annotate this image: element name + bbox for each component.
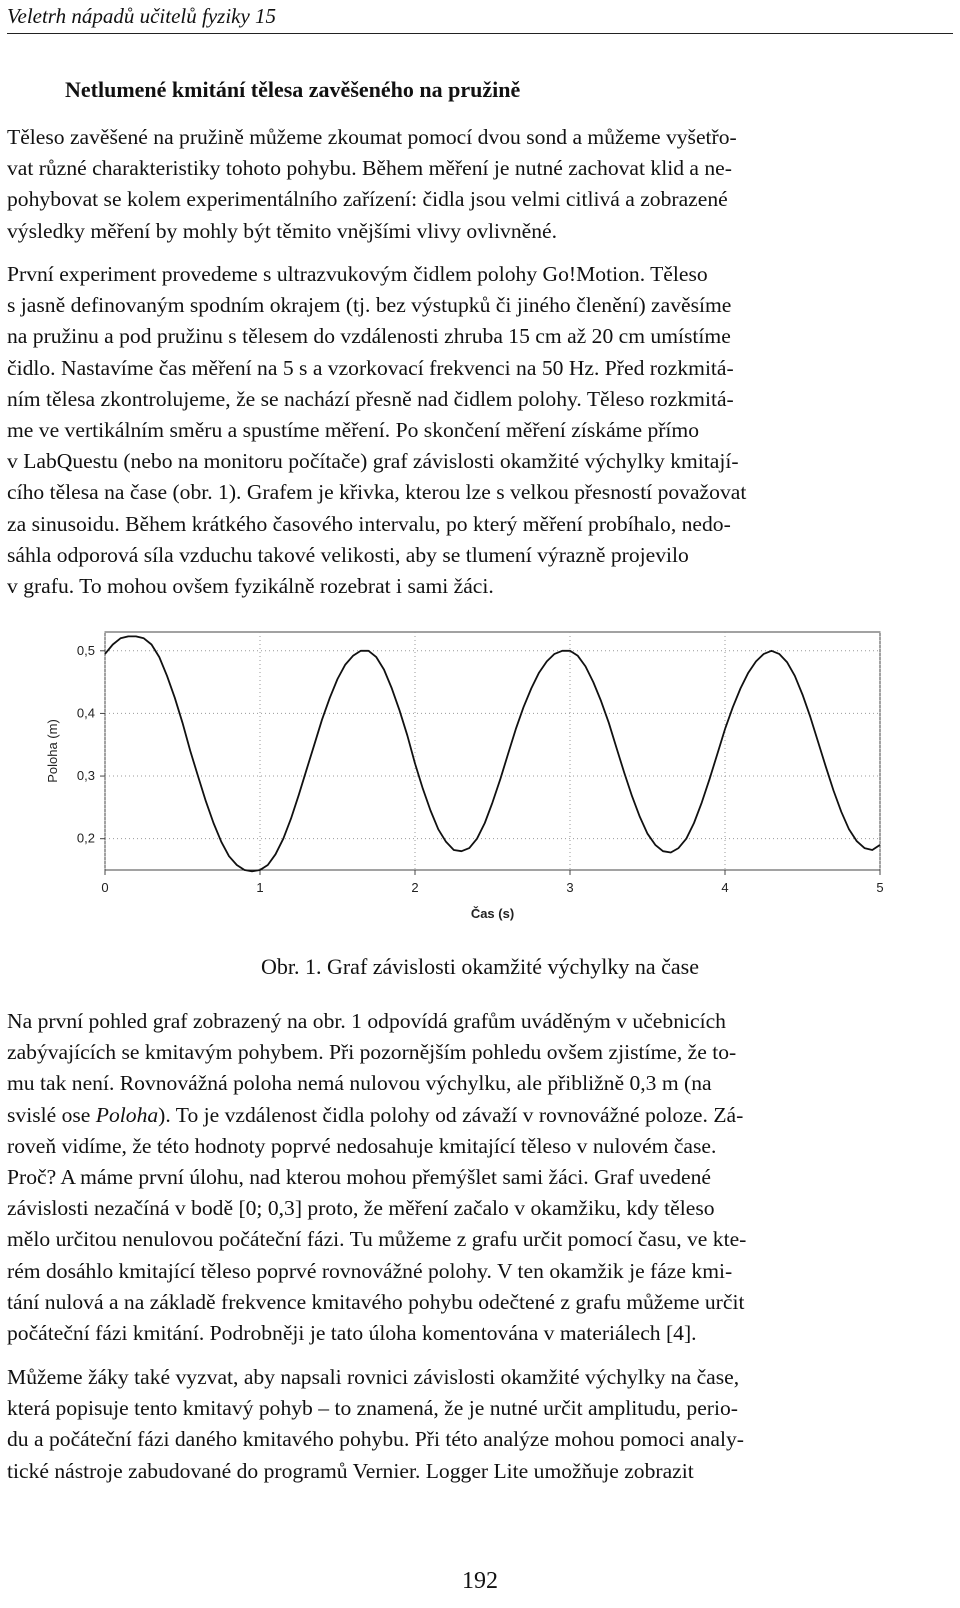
- x-tick-label: 5: [876, 880, 884, 895]
- text-line: Můžeme žáky také vyzvat, aby napsali rovnici závislosti okamžité výchylky na čase,: [7, 1365, 740, 1389]
- text-line: čidlo. Nastavíme čas měření na 5 s a vzorkovací frekvenci na 50 Hz. Před rozkmitá-: [7, 355, 734, 380]
- text-line: Proč? A máme první úlohu, nad kterou mohou přemýšlet sami žáci. Graf uvedené: [7, 1165, 711, 1190]
- text-line: [7, 1100, 951, 1131]
- text-line: Těleso zavěšené na pružině můžeme zkoumat pomocí dvou sond a můžeme vyšetřo-: [7, 125, 737, 149]
- figure-caption: Obr. 1. Graf závislosti okamžité výchylky na čase: [260, 954, 700, 979]
- x-tick-label: 4: [721, 880, 729, 895]
- text-line: v LabQuestu (nebo na monitoru počítače) graf závislosti okamžité výchylky kmitají-: [7, 449, 739, 474]
- text-line: počáteční fázi kmitání. Podrobněji je tato úloha komentována v materiálech [4].: [7, 1321, 697, 1346]
- text-line: sáhla odporová síla vzduchu takové velikosti, aby se tlumení výrazně projevilo: [7, 542, 689, 567]
- text-line: mu tak není. Rovnovážná poloha nemá nulovou výchylku, ale přibližně 0,3 m (na: [7, 1071, 712, 1096]
- paragraph-3: [7, 1006, 951, 1349]
- y-axis-label: Poloha (m): [45, 719, 60, 783]
- x-axis-label: Čas (s): [470, 906, 515, 921]
- text-line: du a počáteční fázi daného kmitavého pohybu. Při této analýze mohou pomoci analy-: [7, 1427, 744, 1452]
- text-line: tání nulová a na základě frekvence kmitavého pohybu odečtené z grafu můžeme určit: [7, 1289, 745, 1314]
- text-segment: ). To je vzdálenost čidla polohy od závaží v rovnovážné poloze. Zá-: [158, 1102, 744, 1127]
- text-line: v grafu. To mohou ovšem fyzikálně rozebrat i sami žáci.: [7, 574, 494, 599]
- text-line: ním tělesa zkontrolujeme, že se nachází přesně nad čidlem polohy. Těleso rozkmitá-: [7, 386, 734, 411]
- y-tick-label: 0,3: [76, 768, 95, 784]
- text-segment: svislé ose: [7, 1102, 96, 1127]
- text-line: pohybovat se kolem experimentálního zařízení: čidla jsou velmi citlivá a zobrazené: [7, 187, 728, 212]
- text-line: mělo určitou nenulovou počáteční fázi. Tu můžeme z grafu určit pomocí času, ve kte-: [7, 1227, 747, 1252]
- paragraph-4: [7, 1362, 951, 1487]
- text-line: na pružinu a pod pružinu s tělesem do vzdálenosti zhruba 15 cm až 20 cm umístíme: [7, 324, 731, 349]
- figure-1: [35, 622, 943, 952]
- x-tick-label: 1: [256, 880, 264, 895]
- text-line: výsledky měření by mohly být těmito vnějšími vlivy ovlivněné.: [7, 218, 557, 243]
- text-line: me ve vertikálním směru a spustíme měření. Po skončení měření získáme přímo: [7, 418, 700, 443]
- x-tick-label: 2: [411, 880, 419, 895]
- text-line: závislosti nezačíná v bodě [0; 0,3] proto, že měření začalo v okamžiku, kdy těleso: [7, 1196, 715, 1221]
- text-line: vat různé charakteristiky tohoto pohybu. Během měření je nutné zachovat klid a ne-: [7, 156, 732, 181]
- italic-term: Poloha: [95, 1102, 159, 1127]
- text-line: Na první pohled graf zobrazený na obr. 1 odpovídá grafům uváděným v učebnicích: [7, 1009, 726, 1033]
- text-line: rém dosáhlo kmitající těleso poprvé rovnovážné polohy. V ten okamžik je fáze kmi-: [7, 1258, 733, 1283]
- text-line: s jasně definovaným spodním okrajem (tj. bez výstupků či jiného členění) zavěsíme: [7, 293, 732, 318]
- text-line: tické nástroje zabudované do programů Vernier. Logger Lite umožňuje zobrazit: [7, 1458, 694, 1483]
- x-tick-label: 3: [566, 880, 574, 895]
- text-line: která popisuje tento kmitavý pohyb – to znamená, že je nutné určit amplitudu, perio-: [7, 1396, 738, 1421]
- text-line: cího tělesa na čase (obr. 1). Grafem je křivka, kterou lze s velkou přesností považovat: [7, 480, 747, 505]
- paragraph-1: [7, 122, 951, 247]
- paragraph-2: [7, 259, 951, 602]
- text-line: za sinusoidu. Během krátkého časového intervalu, po který měření probíhalo, nedo-: [7, 511, 731, 536]
- text-line: zabývajících se kmitavým pohybem. Při pozornějším pohledu ovšem zjistíme, že to-: [7, 1040, 737, 1065]
- y-tick-label: 0,4: [76, 705, 95, 721]
- running-header: Veletrh nápadů učitelů fyziky 15: [7, 2, 953, 34]
- section-title: Netlumené kmitání tělesa zavěšeného na pružině: [65, 77, 521, 102]
- x-tick-label: 0: [101, 880, 109, 895]
- position-time-chart: [35, 622, 943, 952]
- plot-area: [105, 632, 880, 870]
- y-tick-label: 0,5: [76, 642, 95, 658]
- text-line: První experiment provedeme s ultrazvukovým čidlem polohy Go!Motion. Těleso: [7, 262, 708, 286]
- text-line: roveň vidíme, že této hodnoty poprvé nedosahuje kmitající těleso v nulovém čase.: [7, 1133, 717, 1158]
- page-number: 192: [462, 1568, 498, 1594]
- y-tick-label: 0,2: [76, 830, 95, 846]
